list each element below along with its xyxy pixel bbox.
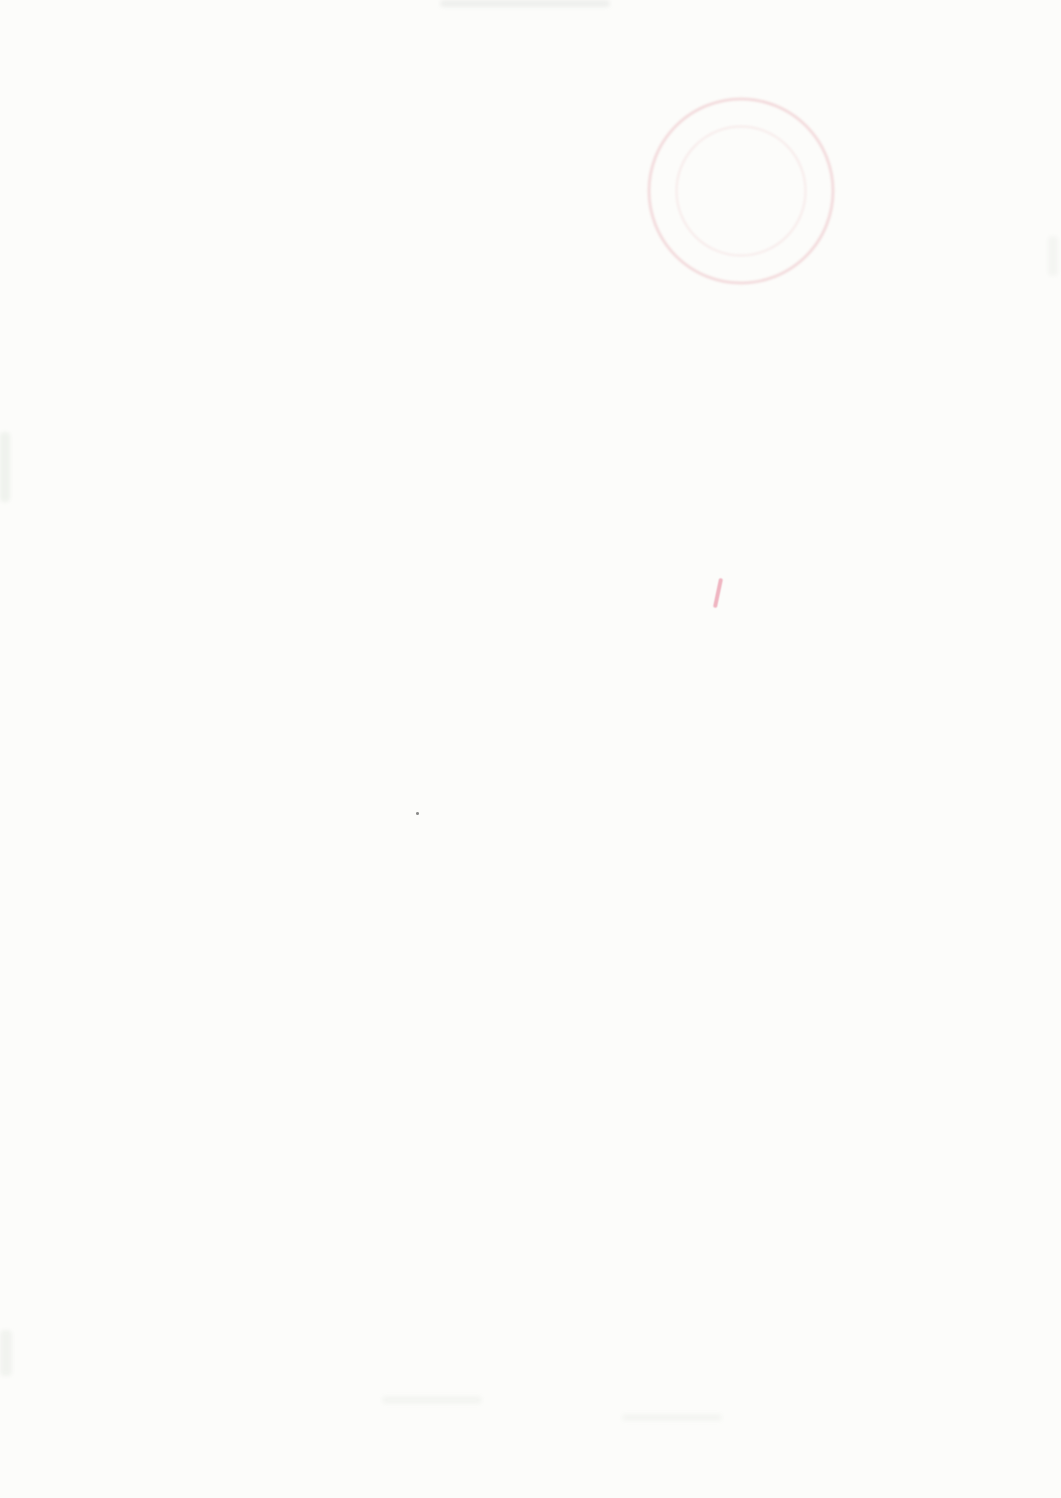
scan-smudge [1048, 236, 1058, 276]
ink-speck [416, 812, 419, 815]
scan-smudge [622, 1414, 722, 1421]
scan-smudge [0, 1330, 12, 1376]
document-body [160, 190, 944, 193]
scan-smudge [382, 1396, 482, 1404]
scan-smudge [440, 0, 610, 7]
scan-smudge [0, 432, 10, 502]
